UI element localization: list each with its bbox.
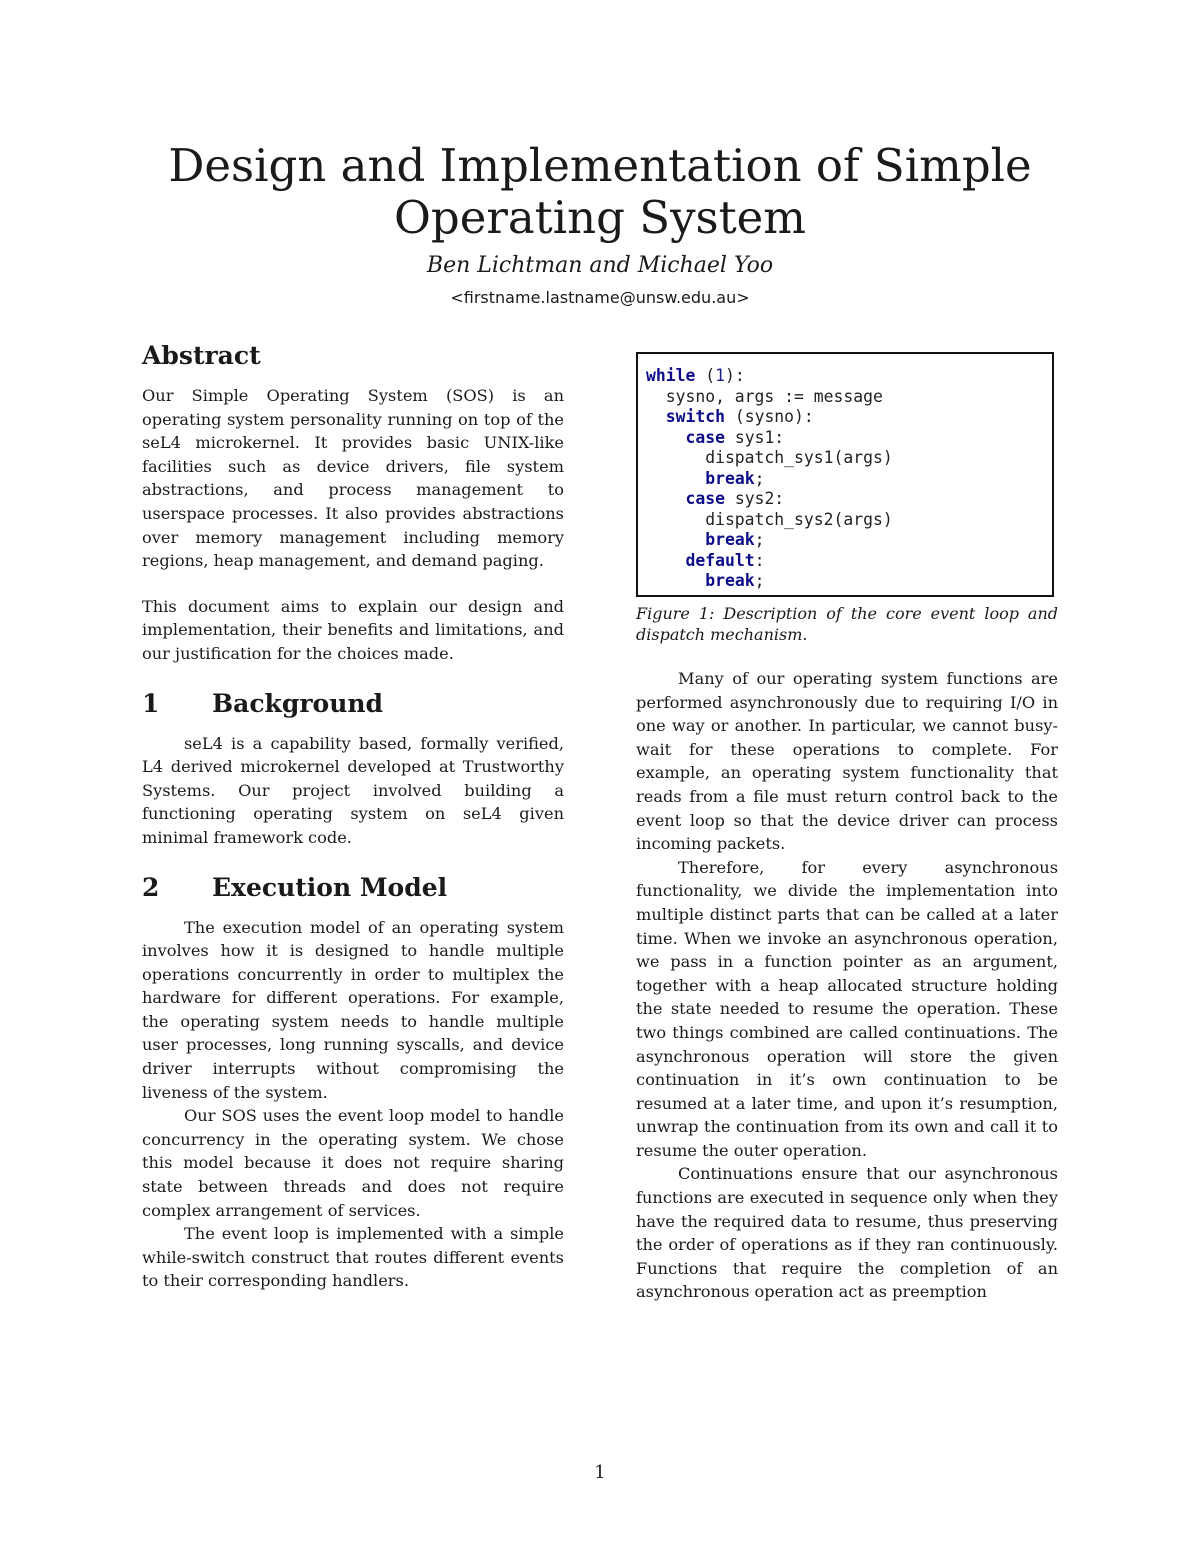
left-column — [142, 340, 564, 1293]
section-heading-background — [142, 688, 564, 720]
code-keyword: case — [685, 489, 725, 508]
title-line-1: Design and Implementation of Simple — [168, 139, 1032, 192]
abstract-paragraph-1: Our Simple Operating System (SOS) is an operating system personality running on top of the seL4 microkernel. It provides basic UNIX-like facilities such as device drivers, file system abstractions, and process management to userspace processes. It also provides abstractions over memory management including memory regions, heap management, and demand paging. — [142, 386, 564, 571]
code-keyword: case — [685, 427, 725, 447]
code-keyword: break — [705, 530, 755, 549]
right-paragraph-3: Continuations ensure that our asynchronous functions are executed in sequence only when they have the required data to resume, thus preserving the order of operations as if they ran continuously. Functions that require the completion of an asynchronous operation act as preemption — [636, 1164, 1058, 1302]
section-number: 1 — [142, 688, 160, 718]
code-listing — [636, 352, 1054, 597]
figure-caption: Figure 1: Description of the core event loop and dispatch mechanism. — [636, 604, 1058, 644]
code-text: ( — [695, 366, 716, 385]
execution-paragraph-1: The execution model of an operating system involves how it is designed to handle multiple operations concurrently in order to multiplex the hardware for different operations. For example, the operating system needs to handle multiple user processes, long running syscalls, and device driver interrupts without compromising the liveness of the system. — [142, 917, 564, 1102]
section-number: 2 — [142, 872, 160, 902]
code-text: ; — [754, 530, 765, 549]
code-line-8: dispatch_sys2(args) — [646, 509, 893, 529]
right-paragraph-2: Therefore, for every asynchronous functionality, we divide the implementation into multiple distinct parts that can be called at a later time. When we invoke an asynchronous operation, we pass in a function pointer as an argument, together with a heap allocated structure holding the state needed to resume the operation. These two things combined are called continuations. The asynchronous operation will store the given continuation in it’s own continuation to be resumed at a later time, and upon it’s resumption, unwrap the continuation from its own and call it to resume the outer operation. — [636, 857, 1058, 1160]
code-keyword: break — [705, 468, 755, 488]
authors: Ben Lichtman and Michael Yoo — [426, 253, 774, 278]
code-keyword: switch — [665, 407, 725, 426]
code-line-2: sysno, args := message — [646, 386, 883, 406]
right-column — [636, 352, 1058, 1304]
code-text: (sysno): — [724, 407, 814, 426]
code-text: ): — [724, 366, 745, 385]
code-text: sys1: — [724, 427, 785, 447]
code-keyword: default — [685, 550, 755, 570]
paper-title — [100, 140, 1100, 244]
page-number: 1 — [594, 1462, 606, 1483]
right-paragraph-1: Many of our operating system functions are performed asynchronously due to requiring I/O in one way or another. In particular, we cannot busy-wait for these operations to complete. For example, an operating system functionality that reads from a file must return control back to the event loop so that the device driver can process incoming packets. — [636, 669, 1058, 854]
code-text: : — [754, 550, 765, 570]
code-keyword: break — [705, 571, 755, 590]
abstract-heading: Abstract — [142, 341, 261, 370]
section-title: Background — [212, 688, 384, 718]
code-line-5: dispatch_sys1(args) — [646, 448, 893, 467]
code-keyword: while — [646, 366, 696, 385]
code-text: sys2: — [724, 489, 785, 508]
section-title: Execution Model — [212, 872, 448, 902]
code-text: ; — [754, 571, 765, 590]
execution-paragraph-2: Our SOS uses the event loop model to handle concurrency in the operating system. We chose this model because it does not require sharing state between threads and does not require complex arrangement of services. — [142, 1106, 564, 1220]
section-heading-execution-model — [142, 872, 564, 904]
execution-paragraph-3: The event loop is implemented with a simple while-switch construct that routes different events to their corresponding handlers. — [142, 1224, 564, 1291]
abstract-paragraph-2: This document aims to explain our design and implementation, their benefits and limitations, and our justification for the choices made. — [142, 596, 564, 663]
code-text: ; — [754, 468, 765, 488]
title-line-2: Operating System — [394, 191, 806, 244]
code-literal: 1 — [715, 366, 725, 385]
author-email: <firstname.lastname@unsw.edu.au> — [450, 288, 750, 307]
background-paragraph: seL4 is a capability based, formally verified, L4 derived microkernel developed at Trustworthy Systems. Our project involved building a functioning operating system on seL4 given minimal framework code. — [142, 733, 564, 847]
